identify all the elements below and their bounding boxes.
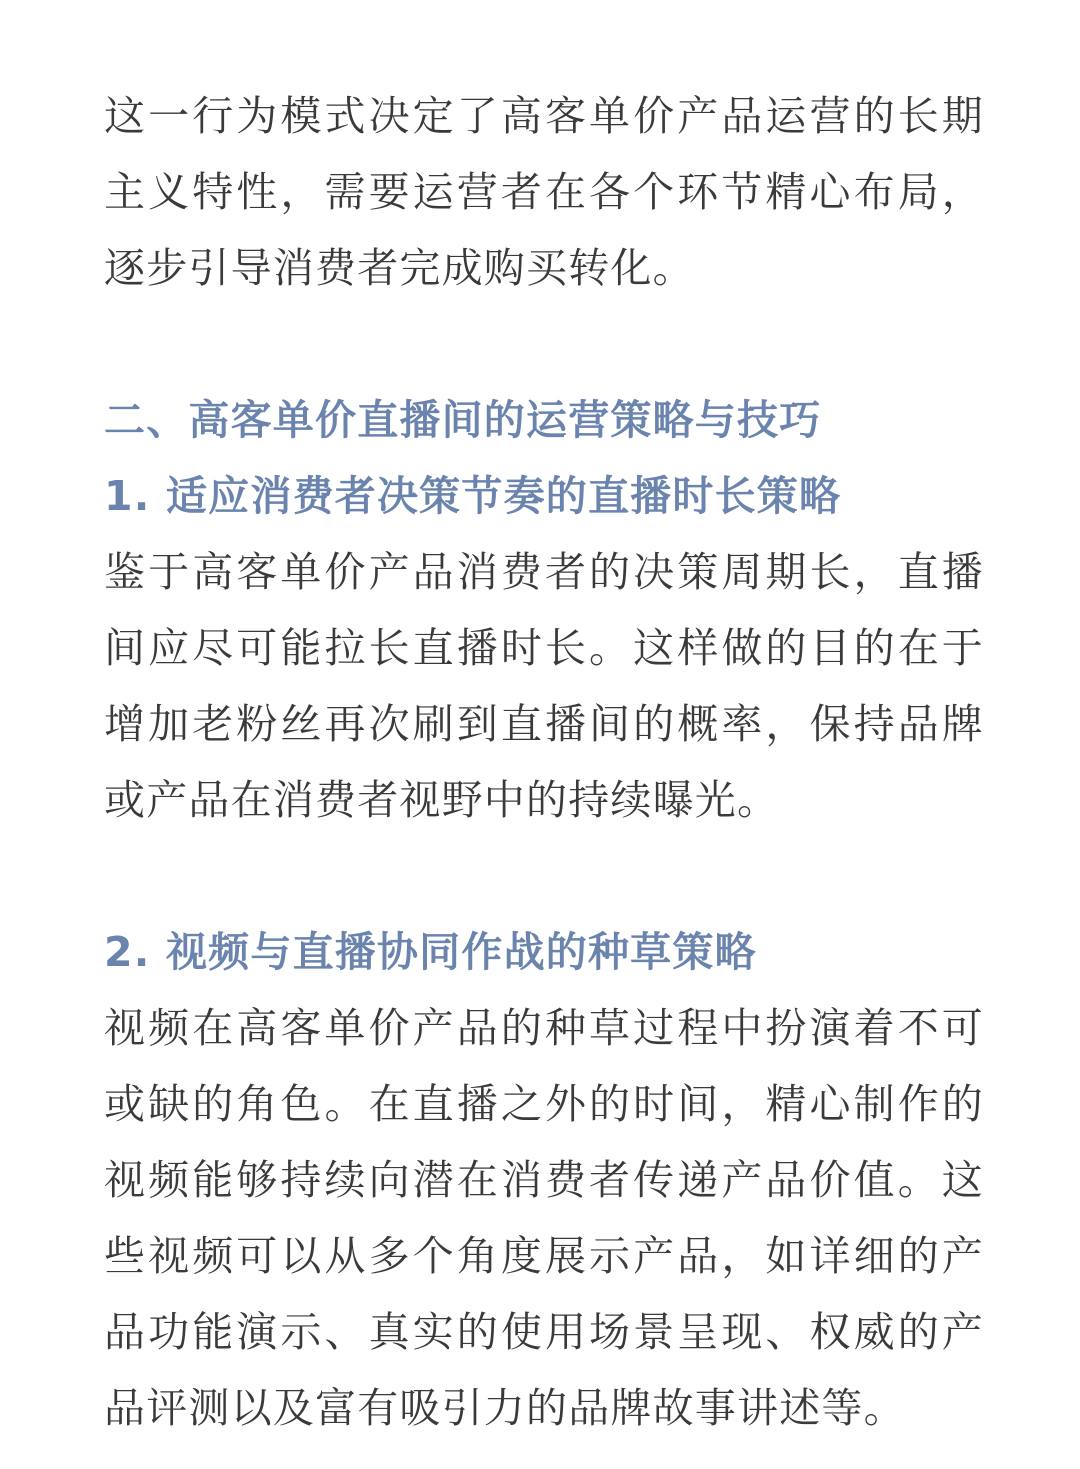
- subsection-1-heading: 1. 适应消费者决策节奏的直播时长策略: [104, 472, 842, 520]
- subsection-2-paragraph: 视频在高客单价产品的种草过程中扮演着不可或缺的角色。在直播之外的时间，精心制作的视频能够持续向潜在消费者传递产品价值。这些视频可以从多个角度展示产品，如详细的产品功能演示、真实的使用场景呈现、权威的产品评测以及富有吸引力的品牌故事讲述等。: [104, 1004, 984, 1432]
- section-spacer: [104, 838, 984, 914]
- article-content: [104, 78, 984, 1446]
- subsection-2-heading: 2. 视频与直播协同作战的种草策略: [104, 928, 757, 976]
- intro-paragraph: 这一行为模式决定了高客单价产品运营的长期主义特性，需要运营者在各个环节精心布局，逐步引导消费者完成购买转化。: [104, 92, 984, 292]
- subsection-1-paragraph: 鉴于高客单价产品消费者的决策周期长，直播间应尽可能拉长直播时长。这样做的目的在于增加老粉丝再次刷到直播间的概率，保持品牌或产品在消费者视野中的持续曝光。: [104, 548, 984, 824]
- section-heading: 二、高客单价直播间的运营策略与技巧: [104, 396, 822, 444]
- section-spacer: [104, 306, 984, 382]
